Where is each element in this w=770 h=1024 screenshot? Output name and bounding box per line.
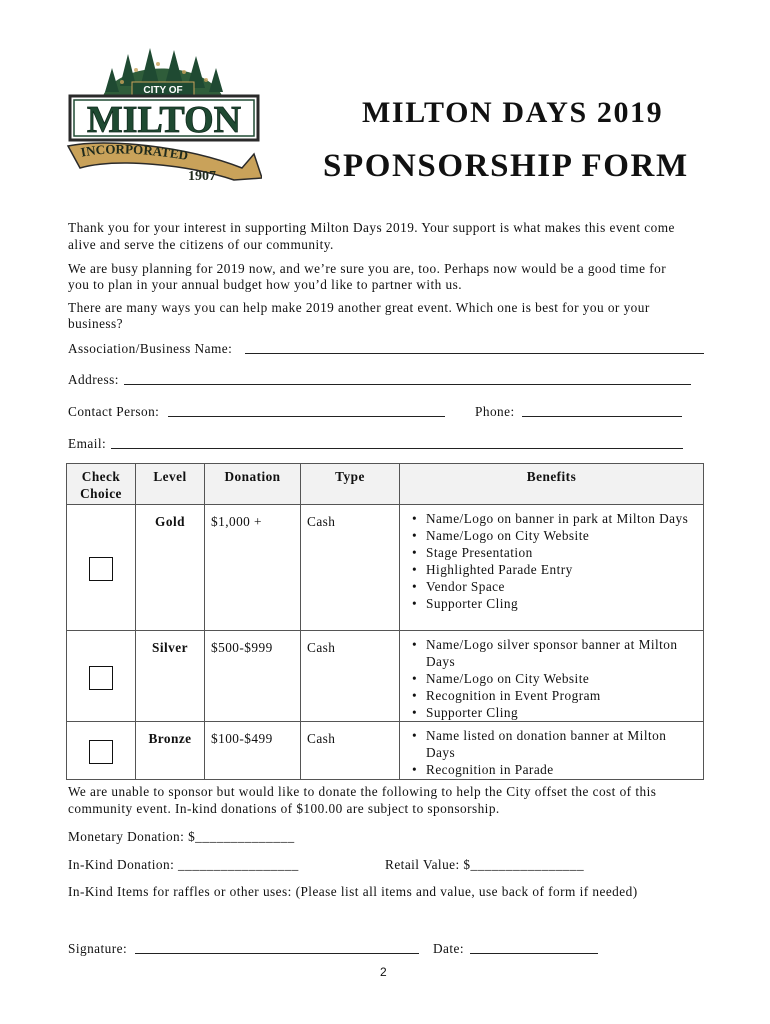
phone-label: Phone: [475,404,515,419]
association-label: Association/Business Name: [68,341,233,356]
contact-person-label: Contact Person: [68,404,160,419]
inkind-items-label: In-Kind Items for raffles or other uses: (Please list all items and value, use back of form if needed) [68,884,638,899]
benefit-item: • Supporter Cling [426,595,697,612]
bronze-donation: $100-$499 [205,722,301,780]
intro-p3-l1: There are many ways you can help make 2019 another great event. Which one is best for you or your [68,300,650,315]
table-row-gold [67,505,704,631]
page-title: MILTON DAYS 2019 [362,96,664,129]
intro-p2-l1: We are busy planning for 2019 now, and we’re sure you are, too. Perhaps now would be a good time for [68,261,667,276]
logo-top-text: CITY OF [143,85,183,96]
table-row-bronze [67,722,704,780]
benefit-item: • Name/Logo on City Website [426,527,697,544]
logo-year: 1907 [188,169,216,184]
intro-p1-l2: alive and serve the citizens of our community. [68,237,334,252]
address-label: Address: [68,372,119,387]
bronze-level: Bronze [136,722,205,780]
silver-type: Cash [301,631,400,722]
retail-value-field[interactable]: Retail Value: $________________ [385,857,585,872]
email-input-line[interactable] [111,448,683,449]
association-input-line[interactable] [245,353,704,354]
benefit-item: • Recognition in Parade [426,761,697,778]
bronze-check-cell [67,722,136,780]
intro-p2-l2: you to plan in your annual budget how you’d like to partner with us. [68,277,462,292]
email-label: Email: [68,436,107,451]
gold-donation: $1,000 + [205,505,301,631]
benefit-item: • Name/Logo silver sponsor banner at Milton Days [426,636,697,670]
gold-checkbox[interactable] [89,557,113,581]
benefit-item: • Name listed on donation banner at Milton Days [426,727,697,761]
benefit-item: • Supporter Cling [426,704,697,721]
page-subtitle: SPONSORSHIP FORM [323,148,689,184]
inkind-donation-field[interactable]: In-Kind Donation: _________________ [68,857,299,872]
table-header-row [67,464,704,505]
header-benefits: Benefits [400,464,704,505]
benefit-item: • Recognition in Event Program [426,687,697,704]
benefit-item: • Highlighted Parade Entry [426,561,697,578]
date-label: Date: [433,941,465,956]
benefit-item: • Stage Presentation [426,544,697,561]
signature-input-line[interactable] [135,953,419,954]
header-check-choice: Check Choice [67,464,136,505]
silver-checkbox[interactable] [89,666,113,690]
header-donation: Donation [205,464,301,505]
benefit-item: • Name/Logo on banner in park at Milton Days [426,510,697,527]
bronze-type: Cash [301,722,400,780]
monetary-donation-field[interactable]: Monetary Donation: $______________ [68,829,295,844]
phone-input-line[interactable] [522,416,682,417]
intro-p3-l2: business? [68,316,124,331]
date-input-line[interactable] [470,953,598,954]
silver-donation: $500-$999 [205,631,301,722]
logo-name: MILTON [86,99,242,141]
contact-person-input-line[interactable] [168,416,445,417]
gold-check-cell [67,505,136,631]
silver-level: Silver [136,631,205,722]
intro-p1-l1: Thank you for your interest in supporting Milton Days 2019. Your support is what makes this event come [68,220,675,235]
gold-level: Gold [136,505,205,631]
bronze-benefits [400,722,704,780]
gold-type: Cash [301,505,400,631]
header-level: Level [136,464,205,505]
page-number: 2 [380,965,387,979]
logo-ribbon-text: INCORPORATED [79,141,190,163]
city-logo [66,46,262,188]
benefit-item: • Name/Logo on City Website [426,670,697,687]
header-type: Type [301,464,400,505]
signature-label: Signature: [68,941,128,956]
sponsorship-table [66,463,704,780]
gold-benefits [400,505,704,631]
donate-text-l1: We are unable to sponsor but would like to donate the following to help the City offset the cost of this [68,784,657,799]
silver-benefits [400,631,704,722]
logo-graphic [66,46,262,188]
benefit-item: • Vendor Space [426,578,697,595]
bronze-checkbox[interactable] [89,740,113,764]
silver-check-cell [67,631,136,722]
address-input-line[interactable] [124,384,691,385]
table-row-silver [67,631,704,722]
donate-text-l2: community event. In-kind donations of $100.00 are subject to sponsorship. [68,801,500,816]
